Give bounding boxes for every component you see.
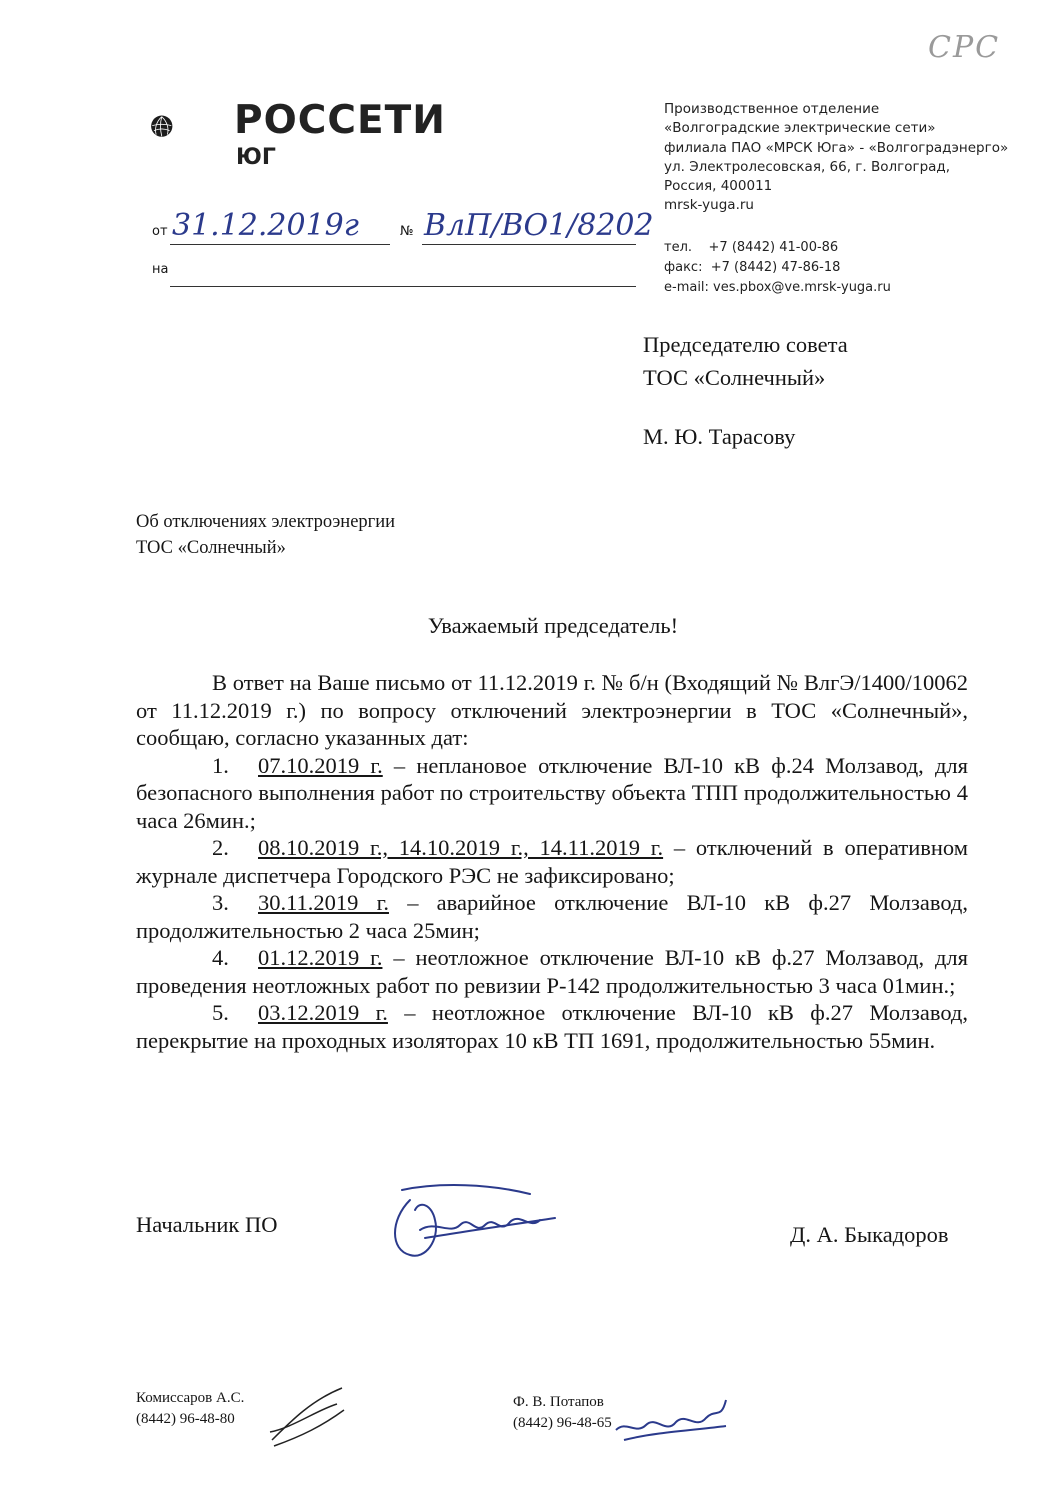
list-item — [136, 889, 968, 944]
item-number: 1. — [212, 752, 229, 778]
contact-fax: факс: +7 (8442) 47-86-18 — [664, 260, 841, 275]
item-text: – неотложное отключение ВЛ-10 кВ ф.27 Молзавод, перекрытие на проходных изоляторах 10 кВ ТП 1691, продолжительностью 55мин. — [136, 1000, 968, 1053]
list-item — [136, 999, 968, 1054]
list-item — [136, 944, 968, 999]
addressee-line-1: Председателю совета — [643, 332, 848, 357]
subject-block — [136, 509, 395, 561]
list-item — [136, 752, 968, 835]
contacts-block — [664, 238, 891, 298]
item-number: 2. — [212, 835, 229, 860]
item-text: – неотложное отключение ВЛ-10 кВ ф.27 Молзавод, для проведения неотложных работ по ревизии Р-142 продолжительностью 3 часа 01мин.; — [136, 945, 968, 998]
addressee-block — [643, 328, 848, 394]
rosseti-logo-icon — [150, 85, 234, 169]
executor-phone: (8442) 96-48-80 — [136, 1411, 235, 1427]
initials-signature-icon — [262, 1380, 352, 1450]
signatory-name: Д. А. Быкадоров — [790, 1222, 949, 1247]
item-dates: 03.12.2019 г. — [258, 1000, 388, 1025]
contact-phone: тел. +7 (8442) 41-00-86 — [664, 240, 839, 255]
item-number: 5. — [212, 1000, 229, 1025]
executor-name: Комиссаров А.С. — [136, 1390, 245, 1406]
signature-icon — [380, 1180, 570, 1270]
subject-line-1: Об отключениях электроэнергии — [136, 512, 396, 532]
logo-name: РОССЕТИ — [234, 98, 446, 143]
item-text: – отключений в оперативном журнале диспетчера Городского РЭС не зафиксировано; — [136, 835, 968, 888]
item-dates: 07.10.2019 г. — [258, 752, 383, 778]
initials-signature-icon — [606, 1390, 736, 1450]
date-underline — [170, 244, 390, 245]
item-dates: 01.12.2019 г. — [258, 945, 383, 970]
signatory-title: Начальник ПО — [136, 1212, 278, 1237]
item-text: – аварийное отключение ВЛ-10 кВ ф.27 Молзавод, продолжительностью 2 часа 25мин; — [136, 890, 968, 943]
contact-email: e-mail: ves.pbox@ve.mrsk-yuga.ru — [664, 280, 891, 295]
logo-subname: ЮГ — [236, 145, 276, 170]
executor-2 — [513, 1392, 612, 1434]
list-item — [136, 834, 968, 889]
addressee-name: М. Ю. Тарасову — [643, 424, 796, 449]
subject-line-2: ТОС «Солнечный» — [136, 538, 286, 558]
org-info-line: Россия, 400011 — [664, 178, 773, 195]
reference-label: на — [152, 262, 169, 277]
number-label: № — [400, 224, 414, 239]
corner-handwritten-mark: СРС — [928, 30, 1001, 65]
executor-phone: (8442) 96-48-65 — [513, 1415, 612, 1431]
from-label: от — [152, 224, 168, 239]
addressee-line-2: ТОС «Солнечный» — [643, 365, 826, 390]
reference-underline — [170, 286, 636, 287]
organization-info — [664, 100, 1009, 216]
org-info-line: филиала ПАО «МРСК Юга» - «Волгоградэнерго» — [664, 139, 1009, 156]
executor-name: Ф. В. Потапов — [513, 1394, 604, 1410]
handwritten-number: ВлП/ВО1/8202 — [424, 208, 654, 243]
salutation: Уважаемый председатель! — [427, 613, 679, 638]
item-dates: 08.10.2019 г., 14.10.2019 г., 14.11.2019 г. — [258, 835, 664, 860]
letter-body — [136, 669, 968, 1054]
org-info-line: «Волгоградские электрические сети» — [664, 120, 936, 137]
number-underline — [422, 244, 636, 245]
org-info-line: mrsk-yuga.ru — [664, 197, 754, 214]
intro-paragraph: В ответ на Ваше письмо от 11.12.2019 г. № б/н (Входящий № ВлгЭ/1400/10062 от 11.12.2019 г.) по вопросу отключений электроэнергии в ТОС «Солнечный», сообщаю, согласно указанных дат: — [136, 670, 968, 750]
executor-1 — [136, 1388, 244, 1430]
org-info-line: ул. Электролесовская, 66, г. Волгоград, — [664, 158, 951, 175]
org-info-line: Производственное отделение — [664, 101, 880, 117]
item-number: 4. — [212, 945, 229, 970]
item-text: – неплановое отключение ВЛ-10 кВ ф.24 Молзавод, для безопасного выполнения работ по строительству объекта ТПП продолжительностью 4 часа 26мин.; — [136, 752, 968, 833]
item-dates: 30.11.2019 г. — [258, 890, 389, 915]
item-number: 3. — [212, 890, 229, 915]
handwritten-date: 31.12.2019г — [172, 208, 359, 243]
